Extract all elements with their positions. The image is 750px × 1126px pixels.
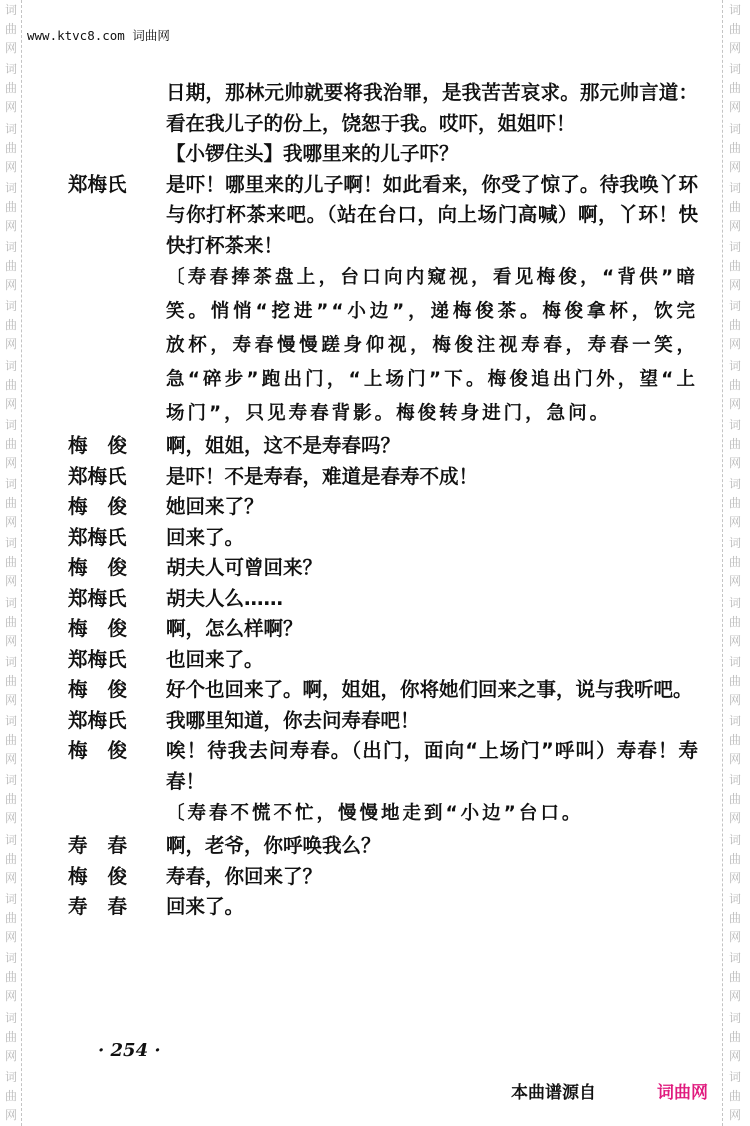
watermark-glyph: 网 [4,1048,17,1063]
watermark-glyph: 曲 [4,910,17,925]
watermark-glyph: 词 [728,654,741,669]
watermark-glyph: 曲 [728,970,741,985]
speech-text: 我哪里知道，你去问寿春吧！ [166,708,420,732]
watermark-group [5,652,17,711]
dialogue-line [68,706,698,737]
watermark-group [5,889,17,948]
speech-text: 回来了。 [166,895,245,918]
speech-text: 【小锣住头】我哪里来的儿子吓？ [166,142,459,165]
watermark-glyph: 曲 [728,555,741,570]
watermark-glyph: 网 [728,337,741,352]
watermark-glyph: 曲 [728,140,741,155]
dialogue-line [68,462,698,493]
watermark-glyph: 网 [4,100,17,115]
watermark-glyph: 词 [4,358,17,373]
watermark-glyph: 曲 [728,22,741,36]
stage-text: 〔寿春捧茶盘上，台口向内窥视，看见梅俊，“背供”暗笑。悄悄“挖进”“小边”，递梅俊茶。梅俊拿杯，饮完放杯，寿春慢慢蹉身仰视，梅俊注视寿春，寿春一笑，急“碎步”跑出门，“上场门”下。梅俊追出门外，望“上场门”，只见寿春背影。梅俊转身进门，急问。 [166,267,698,424]
watermark-glyph: 网 [4,1107,17,1122]
watermark-glyph: 词 [728,477,741,492]
watermark-glyph: 网 [728,159,741,174]
watermark-glyph: 网 [4,752,17,767]
speaker-name [68,139,166,170]
watermark-glyph: 曲 [728,910,741,925]
speech-text: 也回来了。 [166,647,264,671]
watermark-group [5,119,17,178]
watermark-glyph: 曲 [728,259,741,274]
left-watermark-column [0,0,22,1126]
dialogue-line [68,675,698,706]
watermark-glyph: 网 [728,574,741,589]
speaker-name: 郑梅氏 [68,586,127,610]
script-body [68,78,698,923]
watermark-glyph: 词 [4,62,17,77]
watermark-group [729,593,741,652]
watermark-glyph: 曲 [4,22,17,36]
speaker-name: 寿春 [68,834,148,857]
watermark-glyph: 词 [728,832,741,847]
watermark-group [729,415,741,474]
watermark-glyph: 网 [728,455,741,470]
watermark-glyph: 曲 [728,673,741,688]
watermark-group [5,770,17,829]
watermark-group [729,119,741,178]
dialogue-line [68,431,698,462]
watermark-group [729,1067,741,1126]
watermark-glyph: 词 [4,417,17,432]
dialogue-line [68,892,698,923]
watermark-glyph: 词 [4,773,17,788]
watermark-glyph: 网 [4,515,17,530]
watermark-glyph: 词 [4,891,17,906]
site-url[interactable]: www.ktvc8.com [27,28,125,43]
watermark-group [5,533,17,592]
watermark-glyph: 网 [4,989,17,1004]
speaker-name [68,78,166,139]
speaker-name: 寿春 [68,895,148,918]
watermark-glyph: 词 [728,773,741,788]
watermark-glyph: 曲 [728,81,741,96]
speaker-name [68,261,166,431]
watermark-group [729,296,741,355]
watermark-group [5,830,17,889]
speech-text: 好个也回来了。啊，姐姐，你将她们回来之事，说与我听吧。 [166,678,693,701]
watermark-glyph: 词 [4,240,17,255]
speaker-name: 梅俊 [68,434,148,457]
watermark-glyph: 曲 [4,259,17,274]
watermark-glyph: 网 [728,100,741,115]
stage-text: 〔寿春不慌不忙，慢慢地走到“小边”台口。 [166,803,584,824]
watermark-glyph: 曲 [4,377,17,392]
watermark-glyph: 词 [4,714,17,729]
watermark-group [729,770,741,829]
speech-text: 回来了。 [166,525,245,549]
dialogue-line [68,553,698,584]
watermark-glyph: 词 [728,891,741,906]
watermark-glyph: 网 [4,692,17,707]
watermark-glyph: 曲 [4,318,17,333]
dialogue-line [68,584,698,615]
watermark-glyph: 网 [4,929,17,944]
speech-text: 唉！待我去问寿春。（出门，面向“上场门”呼叫）寿春！寿春！ [166,739,698,793]
speech-text: 寿春，你回来了？ [166,864,323,888]
watermark-glyph: 网 [728,278,741,293]
watermark-glyph: 网 [4,218,17,233]
watermark-group [729,830,741,889]
watermark-glyph: 网 [728,41,741,55]
dialogue-continuation [68,78,698,139]
watermark-glyph: 曲 [728,318,741,333]
watermark-glyph: 曲 [4,496,17,511]
watermark-glyph: 网 [728,929,741,944]
watermark-glyph: 网 [4,870,17,885]
watermark-glyph: 词 [728,714,741,729]
right-dashed-border [722,0,723,1126]
watermark-group [5,296,17,355]
watermark-group [5,0,17,59]
watermark-glyph: 词 [4,1010,17,1025]
watermark-glyph: 曲 [728,614,741,629]
source-link[interactable]: 词曲网 [657,1083,708,1103]
watermark-glyph: 网 [4,811,17,826]
watermark-group [5,178,17,237]
speaker-name: 梅俊 [68,678,148,701]
site-name: 词曲网 [132,28,170,43]
watermark-glyph: 词 [728,1010,741,1025]
watermark-glyph: 词 [728,62,741,77]
watermark-group [729,652,741,711]
watermark-glyph: 曲 [4,673,17,688]
dialogue-line [68,523,698,554]
dialogue-line [68,736,698,797]
watermark-glyph: 曲 [4,199,17,214]
watermark-glyph: 网 [4,574,17,589]
watermark-group [729,711,741,770]
speaker-name: 梅俊 [68,495,148,518]
watermark-group [5,948,17,1007]
watermark-group [729,0,741,59]
watermark-glyph: 曲 [4,436,17,451]
watermark-glyph: 曲 [4,81,17,96]
speech-text: 啊，姐姐，这不是寿春吗？ [166,434,401,457]
watermark-glyph: 网 [4,455,17,470]
watermark-glyph: 网 [4,396,17,411]
dialogue-line [68,492,698,523]
speaker-name: 梅俊 [68,739,148,762]
speaker-name: 郑梅氏 [68,647,127,671]
watermark-glyph: 曲 [4,733,17,748]
watermark-glyph: 曲 [728,1088,741,1103]
watermark-glyph: 词 [4,1069,17,1084]
speech-text: 胡夫人可曾回来？ [166,556,323,579]
watermark-glyph: 网 [4,278,17,293]
speech-text: 啊，老爷，你呼唤我么？ [166,834,381,857]
watermark-glyph: 网 [4,159,17,174]
watermark-group [5,415,17,474]
watermark-group [729,889,741,948]
watermark-glyph: 网 [728,752,741,767]
watermark-glyph: 词 [728,180,741,195]
watermark-glyph: 曲 [4,555,17,570]
speaker-name: 郑梅氏 [68,172,127,196]
watermark-glyph: 词 [728,417,741,432]
watermark-group [5,356,17,415]
watermark-group [729,948,741,1007]
watermark-glyph: 曲 [728,792,741,807]
watermark-group [729,474,741,533]
watermark-glyph: 网 [4,337,17,352]
watermark-glyph: 网 [728,633,741,648]
dialogue-line [68,862,698,893]
watermark-glyph: 词 [4,951,17,966]
speech-text: 是吓！不是寿春，难道是春寿不成！ [166,464,479,488]
speech-text: 她回来了？ [166,495,264,518]
watermark-glyph: 词 [4,595,17,610]
watermark-group [5,1008,17,1067]
watermark-glyph: 词 [4,3,17,17]
watermark-glyph: 网 [728,1107,741,1122]
site-header [27,26,170,44]
watermark-glyph: 词 [4,477,17,492]
stage-direction [68,261,698,431]
watermark-glyph: 词 [4,536,17,551]
watermark-glyph: 曲 [728,436,741,451]
speaker-name: 梅俊 [68,864,148,888]
watermark-group [729,237,741,296]
watermark-glyph: 曲 [728,733,741,748]
watermark-glyph: 词 [728,358,741,373]
speaker-name [68,797,166,831]
dialogue-line [68,831,698,862]
watermark-glyph: 词 [728,299,741,314]
watermark-glyph: 曲 [4,614,17,629]
watermark-glyph: 网 [4,41,17,55]
stage-direction [68,797,698,831]
watermark-glyph: 曲 [4,970,17,985]
watermark-glyph: 词 [4,180,17,195]
watermark-glyph: 词 [4,299,17,314]
speech-text: 胡夫人么…… [166,586,284,610]
watermark-glyph: 词 [728,1069,741,1084]
watermark-glyph: 曲 [4,1088,17,1103]
watermark-glyph: 词 [728,3,741,17]
speech-text: 日期，那林元帅就要将我治罪，是我苦苦哀求。那元帅言道：看在我儿子的份上，饶恕于我。哎吓，姐姐吓！ [166,81,698,135]
watermark-glyph: 曲 [4,792,17,807]
speaker-name: 梅俊 [68,556,148,579]
watermark-group [5,711,17,770]
watermark-glyph: 曲 [728,1029,741,1044]
watermark-glyph: 网 [728,989,741,1004]
watermark-glyph: 网 [4,633,17,648]
watermark-group [5,237,17,296]
watermark-glyph: 曲 [728,496,741,511]
dialogue-continuation [68,139,698,170]
watermark-glyph: 曲 [728,377,741,392]
right-watermark-column [724,0,746,1126]
watermark-glyph: 网 [728,218,741,233]
watermark-group [729,178,741,237]
watermark-glyph: 曲 [4,851,17,866]
watermark-glyph: 词 [4,654,17,669]
watermark-glyph: 词 [728,121,741,136]
speaker-name: 郑梅氏 [68,525,127,549]
dialogue-line [68,614,698,645]
watermark-group [5,474,17,533]
speaker-name: 梅俊 [68,617,148,640]
watermark-group [5,59,17,118]
speaker-name: 郑梅氏 [68,708,127,732]
source-label: 本曲谱源自 [511,1083,596,1103]
watermark-group [5,1067,17,1126]
watermark-glyph: 词 [728,951,741,966]
speech-text: 啊，怎么样啊？ [166,617,303,640]
dialogue-line [68,645,698,676]
watermark-glyph: 网 [728,870,741,885]
watermark-glyph: 曲 [728,199,741,214]
watermark-glyph: 网 [728,692,741,707]
watermark-glyph: 网 [728,515,741,530]
watermark-glyph: 网 [728,811,741,826]
speaker-name: 郑梅氏 [68,464,127,488]
watermark-glyph: 网 [728,396,741,411]
watermark-group [729,1008,741,1067]
dialogue-line [68,170,698,262]
watermark-glyph: 曲 [728,851,741,866]
watermark-group [729,356,741,415]
watermark-group [729,533,741,592]
watermark-group [5,593,17,652]
watermark-glyph: 曲 [4,1029,17,1044]
watermark-glyph: 词 [728,595,741,610]
watermark-glyph: 词 [4,121,17,136]
watermark-glyph: 曲 [4,140,17,155]
watermark-glyph: 词 [4,832,17,847]
speech-text: 是吓！哪里来的儿子啊！如此看来，你受了惊了。待我唤丫环与你打杯茶来吧。（站在台口，向上场门高喊）啊，丫环！快快打杯茶来！ [166,172,698,257]
watermark-glyph: 网 [728,1048,741,1063]
watermark-group [729,59,741,118]
watermark-glyph: 词 [728,536,741,551]
watermark-glyph: 词 [728,240,741,255]
page-number: · 254 · [98,1040,161,1061]
